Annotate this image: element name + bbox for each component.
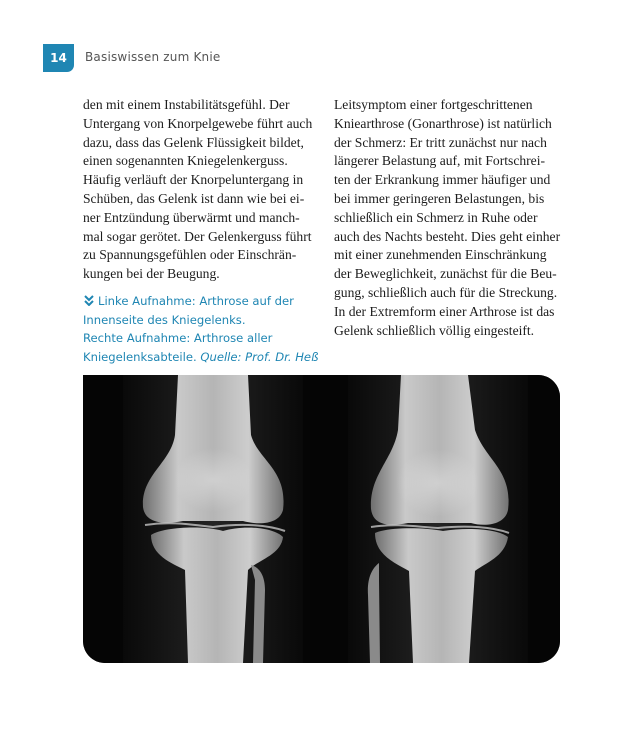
text-line: Häufig verläuft der Knorpeluntergang in bbox=[83, 172, 304, 188]
text-line: Untergang von Knorpelgewebe führt auch bbox=[83, 115, 313, 131]
text-line: dazu, dass das Gelenk Flüssigkeit bildet, bbox=[83, 134, 304, 150]
text-line: Gelenk schließlich völlig eingesteift. bbox=[334, 322, 535, 338]
knee-xray-image bbox=[83, 375, 560, 663]
text-line: In der Extremform einer Arthrose ist das bbox=[334, 303, 555, 319]
image-credit: Quelle: Prof. Dr. Heß bbox=[200, 349, 319, 364]
double-chevron-down-icon bbox=[83, 295, 95, 306]
text-line: auch des Nachts besteht. Dies geht einher bbox=[334, 228, 561, 244]
body-text-right bbox=[334, 96, 569, 340]
page-number-badge: 14 bbox=[43, 44, 74, 72]
text-line: gung, schließlich auch für die Streckung. bbox=[334, 284, 558, 300]
text-line: Schüben, das Gelenk ist dann wie bei ei- bbox=[83, 190, 305, 206]
caption-text: Linke Aufnahme: Arthrose auf der bbox=[98, 294, 294, 308]
text-line: zu Spannungsgefühlen oder Einschrän- bbox=[83, 247, 297, 263]
text-line: den mit einem Instabilitätsgefühl. Der bbox=[83, 97, 290, 112]
knee-xray-illustration bbox=[83, 375, 560, 663]
text-line: Leitsymptom einer fortgeschrittenen bbox=[334, 97, 533, 112]
text-line: ner Entzündung überwärmt und manch- bbox=[83, 209, 300, 225]
text-line: mal sogar gerötet. Der Gelenkerguss führt bbox=[83, 228, 312, 244]
caption-line bbox=[83, 292, 323, 311]
text-line: der Schmerz: Er tritt zunächst nur nach bbox=[334, 134, 547, 150]
text-line: bei immer geringeren Belastungen, bis bbox=[334, 190, 545, 206]
text-line: der Beweglichkeit, zunächst für die Beu- bbox=[334, 266, 557, 282]
caption-text: Kniegelenksabteile. bbox=[83, 349, 197, 364]
figure-caption bbox=[83, 292, 323, 366]
text-line: einen sogenannten Kniegelenkerguss. bbox=[83, 153, 288, 169]
caption-line: Rechte Aufnahme: Arthrose aller bbox=[83, 331, 273, 346]
caption-line: Innenseite des Kniegelenks. bbox=[83, 312, 246, 327]
body-text-left bbox=[83, 96, 318, 284]
running-title: Basiswissen zum Knie bbox=[85, 50, 221, 64]
text-line: Kniearthrose (Gonarthrose) ist natürlich bbox=[334, 115, 552, 131]
text-line: schließlich ein Schmerz in Ruhe oder bbox=[334, 209, 538, 225]
caption-line bbox=[83, 348, 323, 367]
text-line: längerer Belastung auf, mit Fortschrei- bbox=[334, 153, 546, 169]
text-line: kungen bei der Beugung. bbox=[83, 266, 220, 282]
text-line: ten der Erkrankung immer häufiger und bbox=[334, 172, 551, 188]
text-line: mit einer zunehmenden Einschränkung bbox=[334, 247, 547, 263]
